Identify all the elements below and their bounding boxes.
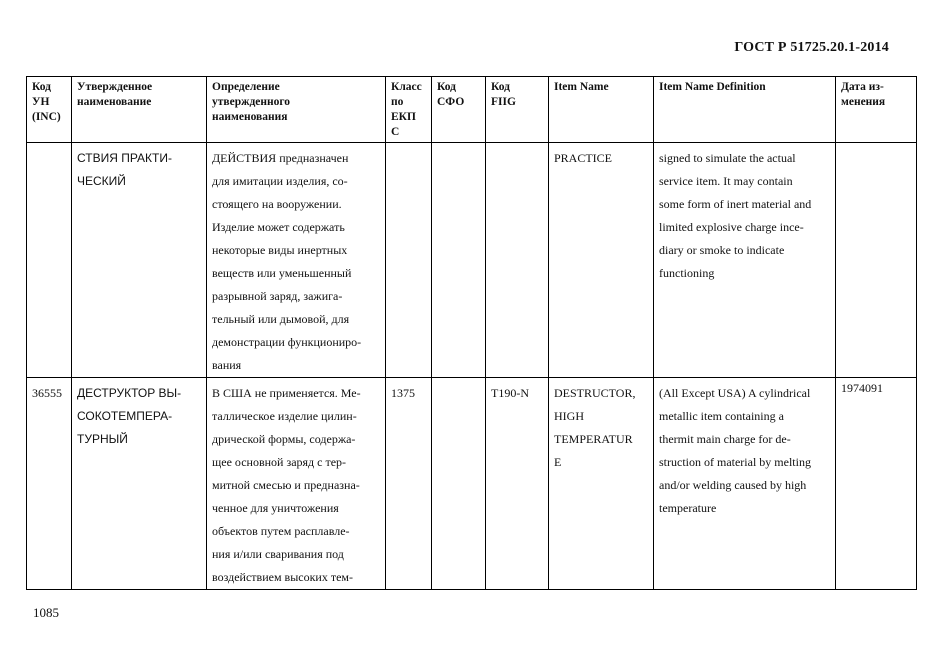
cell-item-name: DESTRUCTOR, HIGH TEMPERATUR E (549, 378, 654, 590)
cell-item-definition: signed to simulate the actual service item. It may contain some form of inert material and limited explosive charge ince- diary or smoke to indicate functioning (654, 143, 836, 378)
cell-approved-name: СТВИЯ ПРАКТИ- ЧЕСКИЙ (72, 143, 207, 378)
cell-inc: 36555 (27, 378, 72, 590)
col-header-class: Класс по ЕКП С (386, 77, 432, 143)
document-standard-header: ГОСТ Р 51725.20.1-2014 (734, 40, 889, 55)
col-header-definition: Определение утвержденного наименования (207, 77, 386, 143)
cell-change-date (836, 143, 917, 378)
cell-fiig: T190-N (486, 378, 549, 590)
col-header-item-name: Item Name (549, 77, 654, 143)
cell-definition: В США не применяется. Ме- таллическое изделие цилин- дрической формы, содержа- щее основной заряд с тер- митной смесью и предназна- ченное для уничтожения объектов путем расплавле- ния и/или сваривания под воздействием высоких тем- (207, 378, 386, 590)
col-header-fiig: Код FIIG (486, 77, 549, 143)
cell-sfo (432, 143, 486, 378)
cell-inc (27, 143, 72, 378)
cell-change-date: 1974091 (836, 378, 917, 590)
cell-approved-name: ДЕСТРУКТОР ВЫ- СОКОТЕМПЕРА- ТУРНЫЙ (72, 378, 207, 590)
cell-item-name: PRACTICE (549, 143, 654, 378)
col-header-approved-name: Утвержденное наименование (72, 77, 207, 143)
table-row (27, 378, 917, 590)
table-row (27, 143, 917, 378)
cell-sfo (432, 378, 486, 590)
table-header-row (27, 77, 917, 143)
cell-class: 1375 (386, 378, 432, 590)
cell-fiig (486, 143, 549, 378)
classification-table (26, 76, 917, 590)
cell-definition: ДЕЙСТВИЯ предназначен для имитации изделия, со- стоящего на вооружении. Изделие может содержать некоторые виды инертных веществ или уменьшенный разрывной заряд, зажига- тельный или дымовой, для демонстрации функциониро- вания (207, 143, 386, 378)
col-header-change-date: Дата из- менения (836, 77, 917, 143)
cell-class (386, 143, 432, 378)
cell-item-definition: (All Except USA) A cylindrical metallic item containing a thermit main charge for de- struction of material by melting and/or welding caused by high temperature (654, 378, 836, 590)
col-header-inc: Код УН (INC) (27, 77, 72, 143)
page-number: 1085 (33, 605, 59, 620)
col-header-item-definition: Item Name Definition (654, 77, 836, 143)
col-header-sfo: Код СФО (432, 77, 486, 143)
